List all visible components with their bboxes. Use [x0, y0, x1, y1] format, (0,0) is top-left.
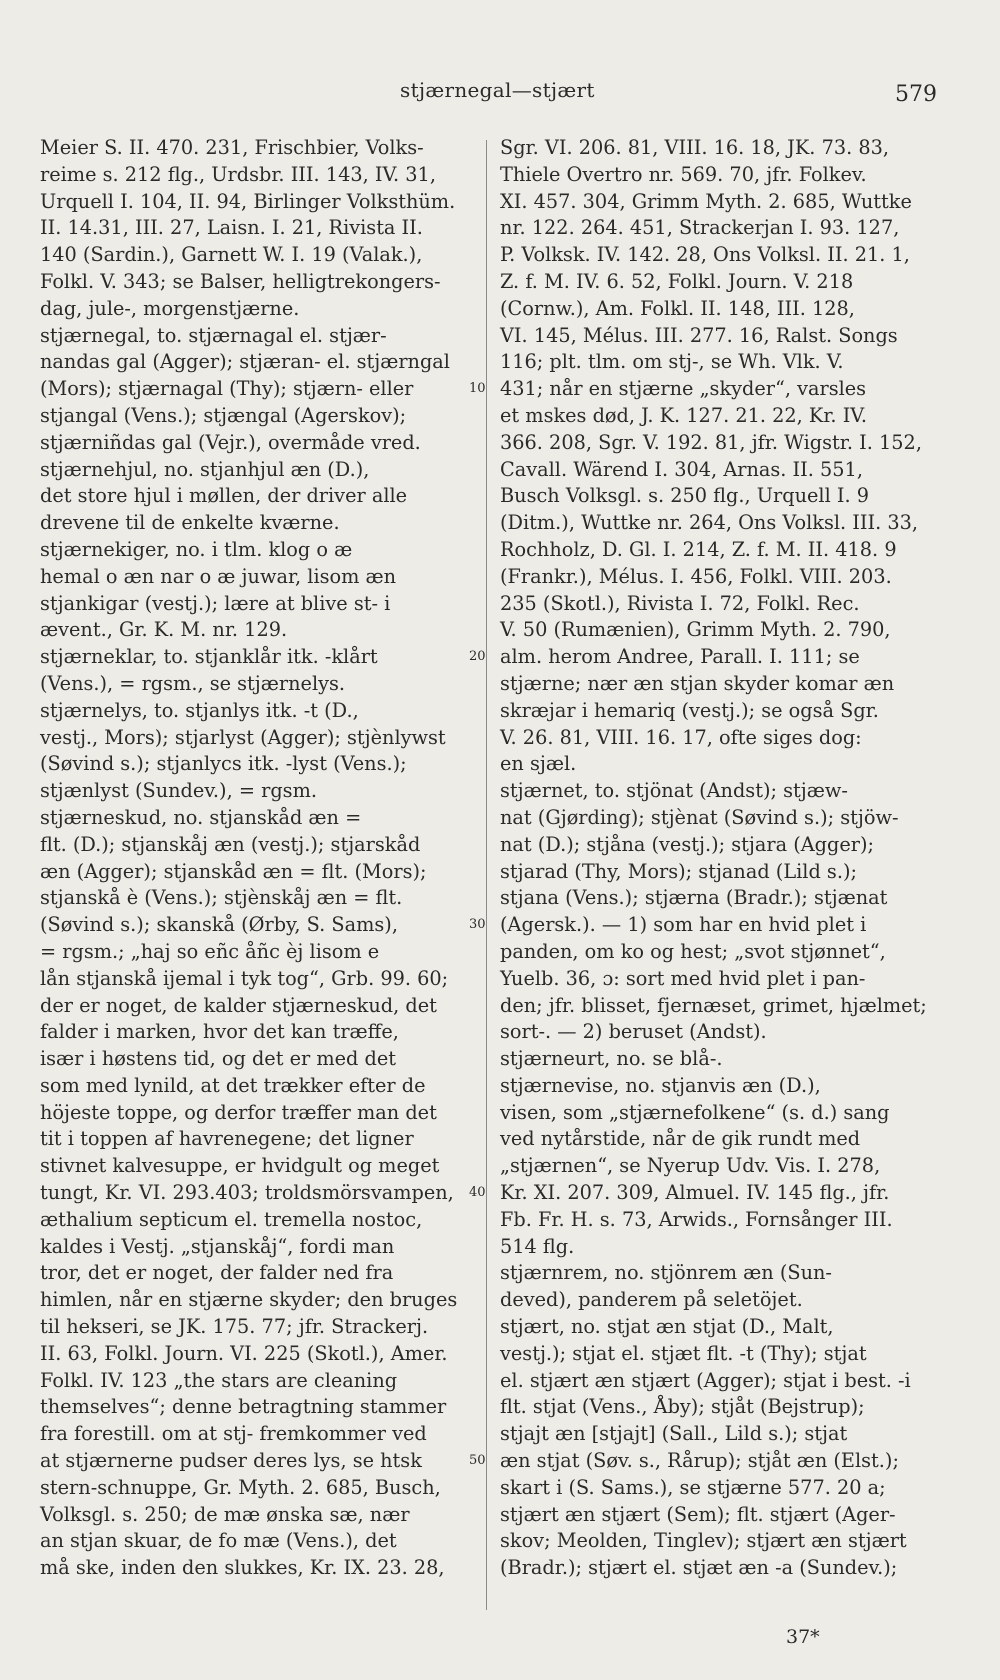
text-line: en sjæl. — [500, 752, 577, 776]
text-line: stjært, no. stjat æn stjat (D., Malt, — [500, 1315, 834, 1339]
text-line: (Bradr.); stjært el. stjæt æn -a (Sundev.); — [500, 1556, 898, 1580]
text-line: stjærnevise, no. stjanvis æn (D.), — [500, 1073, 821, 1097]
left-column — [40, 135, 470, 1582]
text-line: nr. 122. 264. 451, Strackerjan I. 93. 127, — [500, 216, 900, 240]
text-line: nandas gal (Agger); stjæran- el. stjærngal — [40, 350, 450, 374]
text-line: visen, som „stjærnefolkene“ (s. d.) sang — [500, 1100, 890, 1124]
text-line: æn (Agger); stjanskåd æn = flt. (Mors); — [40, 859, 427, 883]
text-line: 514 flg. — [500, 1234, 575, 1258]
text-line: höjeste toppe, og derfor træffer man det — [40, 1100, 437, 1124]
text-line: stjankigar (vestj.); lære at blive st- i — [40, 591, 391, 615]
text-line: stjangal (Vens.); stjængal (Agerskov); — [40, 403, 407, 427]
text-line: stjærne; nær æn stjan skyder komar æn — [500, 671, 895, 695]
text-line: (Vens.), = rgsm., se stjærnelys. — [40, 671, 346, 695]
text-line: 431; når en stjærne „skyder“, varsles — [500, 377, 867, 401]
text-line: (Frankr.), Mélus. I. 456, Folkl. VIII. 203. — [500, 564, 892, 588]
text-line: V. 50 (Rumænien), Grimm Myth. 2. 790, — [500, 618, 891, 642]
text-line: kaldes i Vestj. „stjanskåj“, fordi man — [40, 1234, 395, 1258]
text-line: P. Volksk. IV. 142. 28, Ons Volksl. II. 21. 1, — [500, 243, 910, 267]
text-line: æn stjat (Søv. s., Rårup); stjåt æn (Elst.); — [500, 1449, 899, 1473]
text-line: 140 (Sardin.), Garnett W. I. 19 (Valak.), — [40, 243, 423, 267]
text-line: V. 26. 81, VIII. 16. 17, ofte siges dog: — [500, 725, 862, 749]
text-line: an stjan skuar, de fo mæ (Vens.), det — [40, 1529, 397, 1553]
text-line: den; jfr. blisset, fjernæset, grimet, hjælmet; — [500, 993, 927, 1017]
text-line: Urquell I. 104, II. 94, Birlinger Volksthüm. — [40, 189, 456, 213]
text-line: skart i (S. Sams.), se stjærne 577. 20 a; — [500, 1475, 886, 1499]
text-line: må ske, inden den slukkes, Kr. IX. 23. 28, — [40, 1556, 445, 1580]
page-title: stjærnegal—stjært — [400, 78, 595, 102]
line-number: 40 — [469, 1185, 486, 1201]
text-line: (Mors); stjærnagal (Thy); stjærn- eller — [40, 377, 414, 401]
right-column — [500, 135, 940, 1582]
line-number: 10 — [469, 381, 486, 397]
text-line: Meier S. II. 470. 231, Frischbier, Volks- — [40, 136, 424, 159]
text-line: stjærneskud, no. stjanskåd æn = — [40, 805, 362, 829]
text-line: dag, jule-, morgenstjærne. — [40, 296, 300, 320]
line-number: 20 — [469, 649, 486, 665]
text-line: stjærneklar, to. stjanklår itk. -klårt — [40, 645, 378, 669]
text-line: Folkl. V. 343; se Balser, helligtrekongers- — [40, 269, 441, 293]
text-line: = rgsm.; „haj so eñc åñc èj lisom e — [40, 939, 380, 963]
text-line: stjærnelys, to. stjanlys itk. -t (D., — [40, 698, 359, 722]
text-line: ævent., Gr. K. M. nr. 129. — [40, 618, 288, 642]
text-line: stjajt æn [stjajt] (Sall., Lild s.); stjat — [500, 1422, 848, 1446]
text-line: falder i marken, hvor det kan træffe, — [40, 1020, 399, 1044]
text-line: stjærniñdas gal (Vejr.), overmåde vred. — [40, 430, 421, 454]
text-line: (Cornw.), Am. Folkl. II. 148, III. 128, — [500, 296, 855, 320]
text-line: II. 14.31, III. 27, Laisn. I. 21, Rivista II. — [40, 216, 423, 240]
text-line: stern-schnuppe, Gr. Myth. 2. 685, Busch, — [40, 1475, 441, 1499]
text-line: sort-. — 2) beruset (Andst). — [500, 1020, 767, 1044]
text-line: 116; plt. tlm. om stj-, se Wh. Vlk. V. — [500, 350, 844, 374]
text-line: tungt, Kr. VI. 293.403; troldsmörsvampen, — [40, 1181, 454, 1205]
text-line: panden, om ko og hest; „svot stjønnet“, — [500, 939, 886, 963]
text-line: Yuelb. 36, ɔ: sort med hvid plet i pan- — [500, 966, 866, 990]
text-line: især i høstens tid, og det er med det — [40, 1047, 396, 1071]
running-header — [0, 78, 1000, 108]
text-line: til hekseri, se JK. 175. 77; jfr. Strackerj. — [40, 1315, 429, 1339]
column-divider — [486, 140, 487, 1610]
text-line: stjærnegal, to. stjærnagal el. stjær- — [40, 323, 387, 347]
text-line: Busch Volksgl. s. 250 flg., Urquell I. 9 — [500, 484, 870, 508]
text-line: Thiele Overtro nr. 569. 70, jfr. Folkev. — [500, 162, 867, 186]
text-line: 366. 208, Sgr. V. 192. 81, jfr. Wigstr. I. 152, — [500, 430, 922, 454]
text-line: stjærnehjul, no. stjanhjul æn (D.), — [40, 457, 370, 481]
text-line: nat (Gjørding); stjènat (Søvind s.); stjöw- — [500, 805, 899, 829]
page-number: 579 — [895, 82, 937, 107]
text-line: nat (D.); stjåna (vestj.); stjara (Agger); — [500, 832, 874, 856]
text-line: skræjar i hemariq (vestj.); se også Sgr. — [500, 698, 879, 722]
text-line: ved nytårstide, når de gik rundt med — [500, 1127, 861, 1151]
text-line: at stjærnerne pudser deres lys, se htsk — [40, 1449, 422, 1473]
text-line: Fb. Fr. H. s. 73, Arwids., Fornsånger III. — [500, 1207, 893, 1231]
text-line: fra forestill. om at stj- fremkommer ved — [40, 1422, 427, 1446]
signature-mark: 37* — [786, 1626, 820, 1648]
text-line: stjærnekiger, no. i tlm. klog o æ — [40, 537, 353, 561]
text-line: (Søvind s.); skanskå (Ørby, S. Sams), — [40, 913, 398, 937]
line-number: 30 — [469, 917, 486, 933]
text-line: drevene til de enkelte kværne. — [40, 511, 340, 535]
text-line: flt. (D.); stjanskåj æn (vestj.); stjarskåd — [40, 832, 421, 856]
text-line: stjanskå è (Vens.); stjènskåj æn = flt. — [40, 886, 403, 910]
text-line: Kr. XI. 207. 309, Almuel. IV. 145 flg., jfr. — [500, 1181, 890, 1205]
text-line: Cavall. Wärend I. 304, Arnas. II. 551, — [500, 457, 863, 481]
text-line: tit i toppen af havrenegene; det ligner — [40, 1127, 414, 1151]
text-line: lån stjanskå ijemal i tyk tog“, Grb. 99. 60; — [40, 966, 449, 990]
text-line: (Ditm.), Wuttke nr. 264, Ons Volksl. III. 33, — [500, 511, 919, 535]
text-line: himlen, når en stjærne skyder; den bruges — [40, 1288, 458, 1312]
text-line: Volksgl. s. 250; de mæ ønska sæ, nær — [40, 1502, 410, 1526]
line-number: 50 — [469, 1453, 486, 1469]
text-line: stjærneurt, no. se blå-. — [500, 1047, 723, 1071]
text-line: stjarad (Thy, Mors); stjanad (Lild s.); — [500, 859, 857, 883]
text-line: vestj., Mors); stjarlyst (Agger); stjènlywst — [40, 725, 446, 749]
text-line: Rochholz, D. Gl. I. 214, Z. f. M. II. 418. 9 — [500, 537, 897, 561]
text-line: stivnet kalvesuppe, er hvidgult og meget — [40, 1154, 440, 1178]
text-line: stjærnet, to. stjönat (Andst); stjæw- — [500, 779, 848, 803]
text-line: XI. 457. 304, Grimm Myth. 2. 685, Wuttke — [500, 189, 912, 213]
text-line: æthalium septicum el. tremella nostoc, — [40, 1207, 423, 1231]
text-line: Sgr. VI. 206. 81, VIII. 16. 18, JK. 73. 83, — [500, 136, 890, 159]
text-line: reime s. 212 flg., Urdsbr. III. 143, IV. 31, — [40, 162, 436, 186]
text-line: stjana (Vens.); stjærna (Bradr.); stjænat — [500, 886, 888, 910]
text-line: tror, det er noget, der falder ned fra — [40, 1261, 394, 1285]
text-line: „stjærnen“, se Nyerup Udv. Vis. I. 278, — [500, 1154, 881, 1178]
text-line: (Agersk.). — 1) som har en hvid plet i — [500, 913, 867, 937]
text-line: skov; Meolden, Tinglev); stjært æn stjært — [500, 1529, 907, 1553]
text-line: Z. f. M. IV. 6. 52, Folkl. Journ. V. 218 — [500, 269, 854, 293]
text-line: 235 (Skotl.), Rivista I. 72, Folkl. Rec. — [500, 591, 860, 615]
text-line: stjænlyst (Sundev.), = rgsm. — [40, 779, 317, 803]
text-line: der er noget, de kalder stjærneskud, det — [40, 993, 437, 1017]
text-line: vestj.); stjat el. stjæt flt. -t (Thy); stjat — [500, 1341, 867, 1365]
text-line: hemal o æn nar o æ juwar, lisom æn — [40, 564, 397, 588]
text-line: det store hjul i møllen, der driver alle — [40, 484, 408, 508]
text-line: el. stjært æn stjært (Agger); stjat i best. -i — [500, 1368, 911, 1392]
text-line: et mskes død, J. K. 127. 21. 22, Kr. IV. — [500, 403, 867, 427]
text-line: deved), panderem på seletöjet. — [500, 1288, 803, 1312]
text-line: II. 63, Folkl. Journ. VI. 225 (Skotl.), Amer. — [40, 1341, 448, 1365]
text-line: alm. herom Andree, Parall. I. 111; se — [500, 645, 860, 669]
text-line: flt. stjat (Vens., Åby); stjåt (Bejstrup); — [500, 1395, 865, 1419]
text-line: stjært æn stjært (Sem); flt. stjært (Ager- — [500, 1502, 896, 1526]
text-line: som med lynild, at det trækker efter de — [40, 1073, 426, 1097]
text-line: VI. 145, Mélus. III. 277. 16, Ralst. Songs — [500, 323, 898, 347]
text-line: (Søvind s.); stjanlycs itk. -lyst (Vens.); — [40, 752, 407, 776]
text-line: stjærnrem, no. stjönrem æn (Sun- — [500, 1261, 832, 1285]
text-line: themselves“; denne betragtning stammer — [40, 1395, 447, 1419]
text-line: Folkl. IV. 123 „the stars are cleaning — [40, 1368, 398, 1392]
